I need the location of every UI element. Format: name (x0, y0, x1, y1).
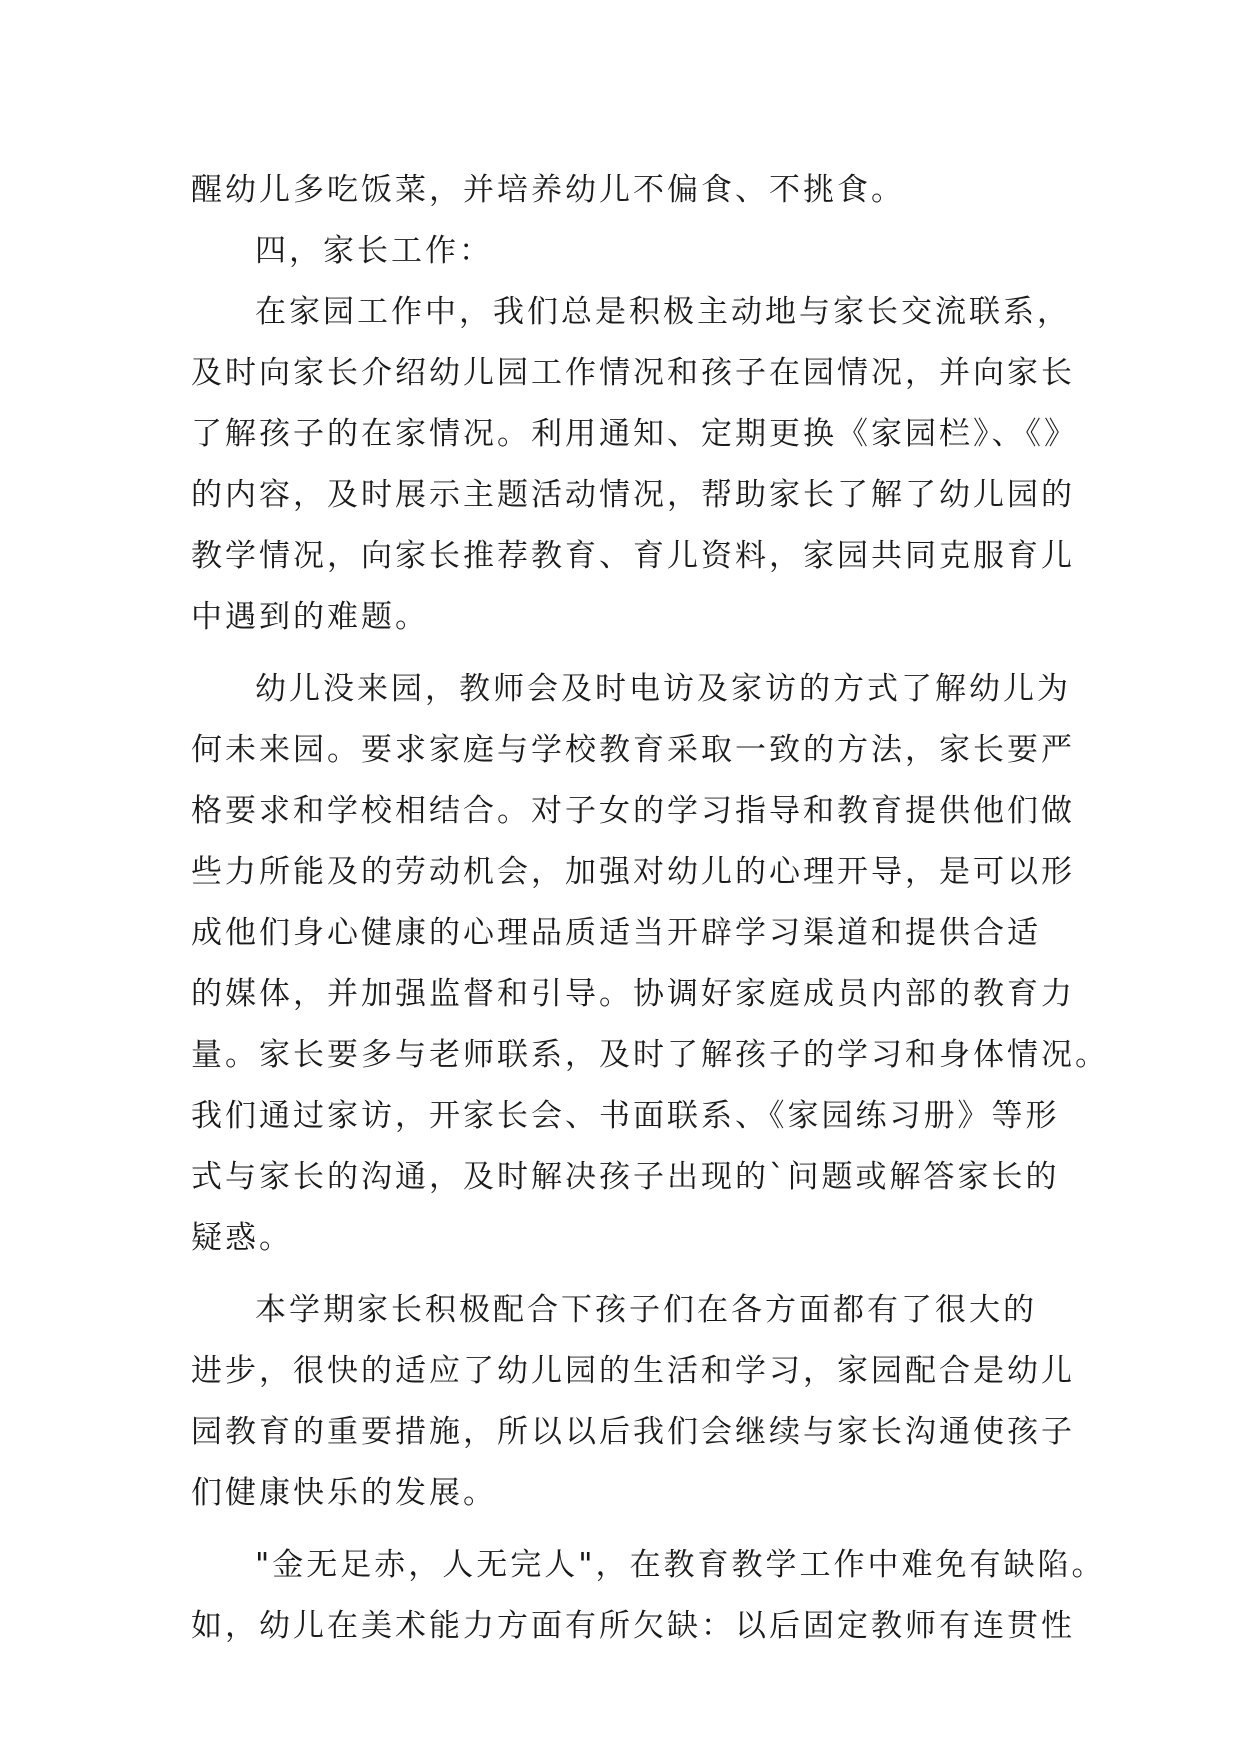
text-line: 何未来园。要求家庭与学校教育采取一致的方法，家长要严 (191, 732, 1075, 768)
text-line: 格要求和学校相结合。对子女的学习指导和教育提供他们做 (191, 793, 1075, 829)
text-line: 幼儿没来园，教师会及时电访及家访的方式了解幼儿为 (255, 671, 1071, 707)
text-line: 量。家长要多与老师联系，及时了解孩子的学习和身体情况。 (191, 1037, 1109, 1073)
text-line: 了解孩子的在家情况。利用通知、定期更换《家园栏》、《》 (191, 416, 1078, 452)
text-line: 在家园工作中，我们总是积极主动地与家长交流联系， (255, 294, 1071, 330)
text-line: 醒幼儿多吃饭菜，并培养幼儿不偏食、不挑食。 (191, 172, 905, 208)
paragraph-gap (191, 1269, 1051, 1280)
text-line: 及时向家长介绍幼儿园工作情况和孩子在园情况，并向家长 (191, 355, 1075, 391)
text-line: 如，幼儿在美术能力方面有所欠缺：以后固定教师有连贯性 (191, 1608, 1075, 1644)
text-line: 我们通过家访，开家长会、书面联系、《家园练习册》等形 (191, 1098, 1060, 1134)
paragraph-gap (191, 648, 1051, 659)
text-line: 们健康快乐的发展。 (191, 1475, 497, 1511)
section-heading: 四，家长工作： (255, 233, 493, 269)
text-line: 教学情况，向家长推荐教育、育儿资料，家园共同克服育儿 (191, 538, 1075, 574)
text-line: 疑惑。 (191, 1220, 293, 1256)
text-line: 园教育的重要措施，所以以后我们会继续与家长沟通使孩子 (191, 1414, 1075, 1450)
text-line: 的媒体，并加强监督和引导。协调好家庭成员内部的教育力 (191, 976, 1075, 1012)
text-line: 进步，很快的适应了幼儿园的生活和学习，家园配合是幼儿 (191, 1353, 1075, 1389)
paragraph-gap (191, 1524, 1051, 1535)
text-line: 成他们身心健康的心理品质适当开辟学习渠道和提供合适 (191, 915, 1041, 951)
text-line: "金无足赤，人无完人"，在教育教学工作中难免有缺陷。 (255, 1547, 1106, 1583)
text-line: 些力所能及的劳动机会，加强对幼儿的心理开导，是可以形 (191, 854, 1075, 890)
text-line: 中遇到的难题。 (191, 599, 429, 635)
text-line: 本学期家长积极配合下孩子们在各方面都有了很大的 (255, 1292, 1037, 1328)
text-line: 式与家长的沟通，及时解决孩子出现的`问题或解答家长的 (191, 1159, 1060, 1195)
body-text (191, 160, 1109, 1657)
text-line: 的内容，及时展示主题活动情况，帮助家长了解了幼儿园的 (191, 477, 1075, 513)
